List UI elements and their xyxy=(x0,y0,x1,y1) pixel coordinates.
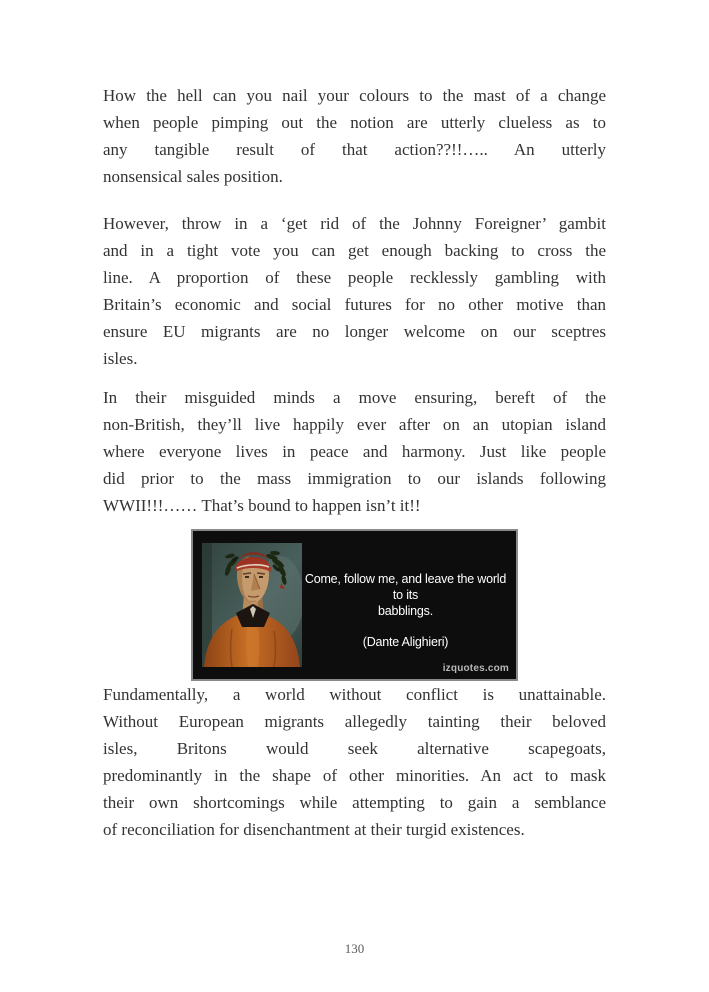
text-line: In their misguided minds a move ensuring, bereft of the xyxy=(103,388,606,407)
paragraph xyxy=(103,384,606,519)
body-text-bottom xyxy=(103,681,606,843)
text-line: nonsensical sales position. xyxy=(103,167,283,186)
quote-line: babblings. xyxy=(378,604,433,618)
text-line: predominantly in the shape of other minorities. An act to mask xyxy=(103,766,606,785)
text-line: WWII!!!…… That’s bound to happen isn’t it!! xyxy=(103,496,421,515)
quote-text xyxy=(299,531,512,619)
text-line: How the hell can you nail your colours to the mast of a change xyxy=(103,86,606,105)
page-content xyxy=(103,82,606,843)
text-line: and in a tight vote you can get enough backing to cross the xyxy=(103,241,606,260)
text-line: ensure EU migrants are no longer welcome on our sceptres xyxy=(103,322,606,341)
watermark-text: izquotes.com xyxy=(442,663,509,674)
text-line: non-British, they’ll live happily ever after on an utopian island xyxy=(103,415,606,434)
text-line: their own shortcomings while attempting to gain a semblance xyxy=(103,793,606,812)
text-line: line. A proportion of these people recklessly gambling with xyxy=(103,268,606,287)
quote-text-area xyxy=(299,531,512,679)
paragraph xyxy=(103,82,606,190)
text-line: any tangible result of that action??!!….. An utterly xyxy=(103,140,606,159)
text-line: Without European migrants allegedly tainting their beloved xyxy=(103,712,606,731)
text-line: when people pimping out the notion are utterly clueless as to xyxy=(103,113,606,132)
text-line: did prior to the mass immigration to our islands following xyxy=(103,469,606,488)
dante-portrait-icon xyxy=(202,543,302,667)
text-line: Britain’s economic and social futures for no other motive than xyxy=(103,295,606,314)
text-line: However, throw in a ‘get rid of the Johnny Foreigner’ gambit xyxy=(103,214,606,233)
text-line: of reconciliation for disenchantment at their turgid existences. xyxy=(103,820,525,839)
paragraph xyxy=(103,210,606,372)
text-line: isles, Britons would seek alternative scapegoats, xyxy=(103,739,606,758)
body-text-top xyxy=(103,82,606,519)
page-number: 130 xyxy=(344,941,365,956)
text-line: isles. xyxy=(103,349,138,368)
text-line: where everyone lives in peace and harmony. Just like people xyxy=(103,442,606,461)
paragraph xyxy=(103,681,606,843)
quote-image xyxy=(191,529,518,681)
quote-attribution: (Dante Alighieri) xyxy=(362,635,449,649)
quote-line: Come, follow me, and leave the world to its xyxy=(304,572,507,602)
text-line: Fundamentally, a world without conflict is unattainable. xyxy=(103,685,606,704)
